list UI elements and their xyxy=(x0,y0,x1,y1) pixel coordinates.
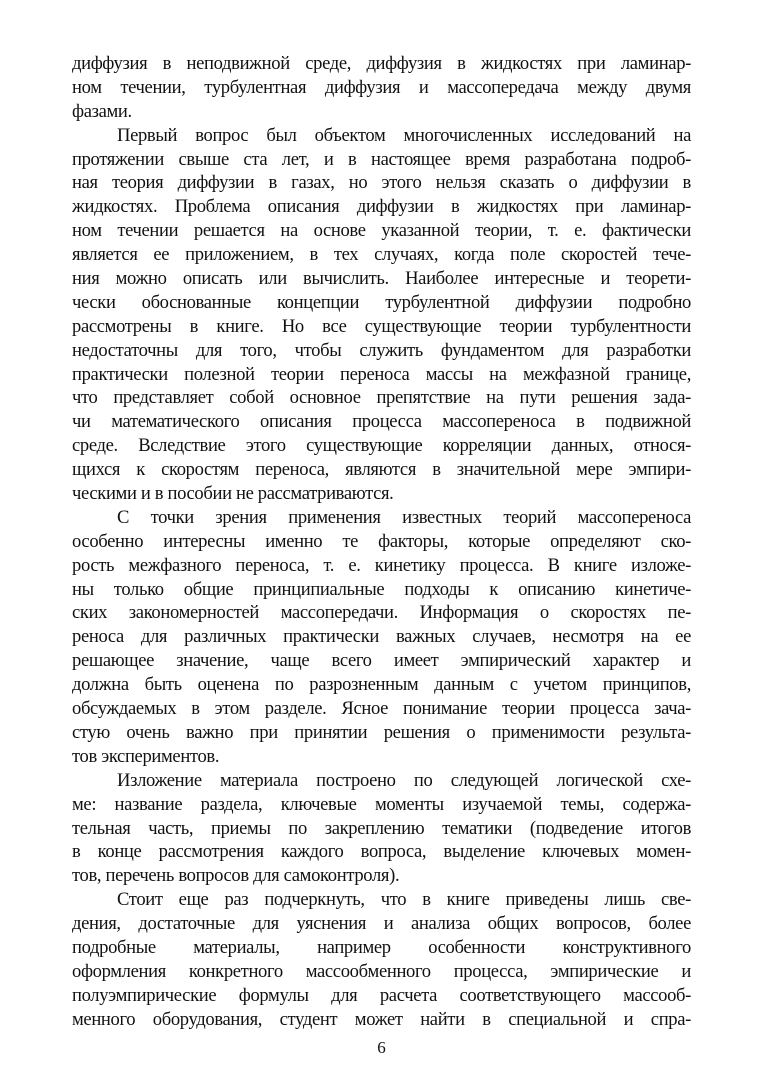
text-line: среде. Вследствие этого существующие корреляции данных, относя- xyxy=(72,435,691,457)
text-line: фазами. xyxy=(72,100,132,122)
text-line: что представляет собой основное препятствие на пути решения зада- xyxy=(72,387,691,409)
text-line: тельная часть, приемы по закреплению тематики (подведение итогов xyxy=(72,817,691,839)
text-line: должна быть оценена по разрозненным данным с учетом принципов, xyxy=(72,674,691,696)
text-line: рассмотрены в книге. Но все существующие теории турбулентности xyxy=(72,315,691,337)
text-line: щихся к скоростям переноса, являются в значительной мере эмпири- xyxy=(72,459,691,481)
text-line: в конце рассмотрения каждого вопроса, выделение ключевых момен- xyxy=(72,841,691,863)
text-line: рость межфазного переноса, т. е. кинетику процесса. В книге изложе- xyxy=(72,554,691,576)
text-line: С точки зрения применения известных теорий массопереноса xyxy=(117,506,691,528)
text-line: ная теория диффузии в газах, но этого нельзя сказать о диффузии в xyxy=(72,172,691,194)
text-line: Изложение материала построено по следующей логической схе- xyxy=(117,769,691,791)
text-line: дения, достаточные для уяснения и анализа общих вопросов, более xyxy=(72,913,691,935)
text-line: ном течении, турбулентная диффузия и массопередача между двумя xyxy=(72,76,691,98)
text-line: ном течении решается на основе указанной теории, т. е. фактически xyxy=(72,220,691,242)
text-line: чи математического описания процесса массопереноса в подвижной xyxy=(72,411,691,433)
text-line: ны только общие принципиальные подходы к описанию кинетиче- xyxy=(72,578,691,600)
page-number: 6 xyxy=(377,1038,386,1057)
text-line: ских закономерностей массопередачи. Информация о скоростях пе- xyxy=(72,602,691,624)
text-line: протяжении свыше ста лет, и в настоящее время разработана подроб- xyxy=(72,148,691,170)
text-line: ме: название раздела, ключевые моменты изучаемой темы, содержа- xyxy=(72,793,691,815)
text-line: ческими и в пособии не рассматриваются. xyxy=(72,483,394,505)
text-line: Стоит еще раз подчеркнуть, что в книге приведены лишь све- xyxy=(117,889,691,911)
text-line: тов, перечень вопросов для самоконтроля). xyxy=(72,865,400,887)
body-text xyxy=(72,52,691,1032)
text-line: особенно интересны именно те факторы, которые определяют ско- xyxy=(72,530,691,552)
text-line: диффузия в неподвижной среде, диффузия в жидкостях при ламинар- xyxy=(72,53,691,74)
text-line: оформления конкретного массообменного процесса, эмпирические и xyxy=(72,960,691,982)
text-line: тов экспериментов. xyxy=(72,745,220,767)
text-line: недостаточны для того, чтобы служить фундаментом для разработки xyxy=(72,339,691,361)
text-line: обсуждаемых в этом разделе. Ясное понимание теории процесса зача- xyxy=(72,698,691,720)
text-line: практически полезной теории переноса массы на межфазной границе, xyxy=(72,363,691,385)
text-line: менного оборудования, студент может найти в специальной и спра- xyxy=(72,1008,691,1030)
text-line: жидкостях. Проблема описания диффузии в жидкостях при ламинар- xyxy=(72,196,691,218)
text-line: является ее приложением, в тех случаях, когда поле скоростей тече- xyxy=(72,244,691,266)
text-line: полуэмпирические формулы для расчета соответствующего массооб- xyxy=(72,984,691,1006)
text-line: решающее значение, чаще всего имеет эмпирический характер и xyxy=(72,650,691,672)
text-line: чески обоснованные концепции турбулентной диффузии подробно xyxy=(72,291,691,313)
text-line: реноса для различных практически важных случаев, несмотря на ее xyxy=(72,626,691,648)
text-line: Первый вопрос был объектом многочисленных исследований на xyxy=(117,124,691,146)
text-line: ния можно описать или вычислить. Наиболее интересные и теорети- xyxy=(72,268,691,290)
text-line: стую очень важно при принятии решения о применимости результа- xyxy=(72,721,691,743)
text-line: подробные материалы, например особенности конструктивного xyxy=(72,936,691,958)
